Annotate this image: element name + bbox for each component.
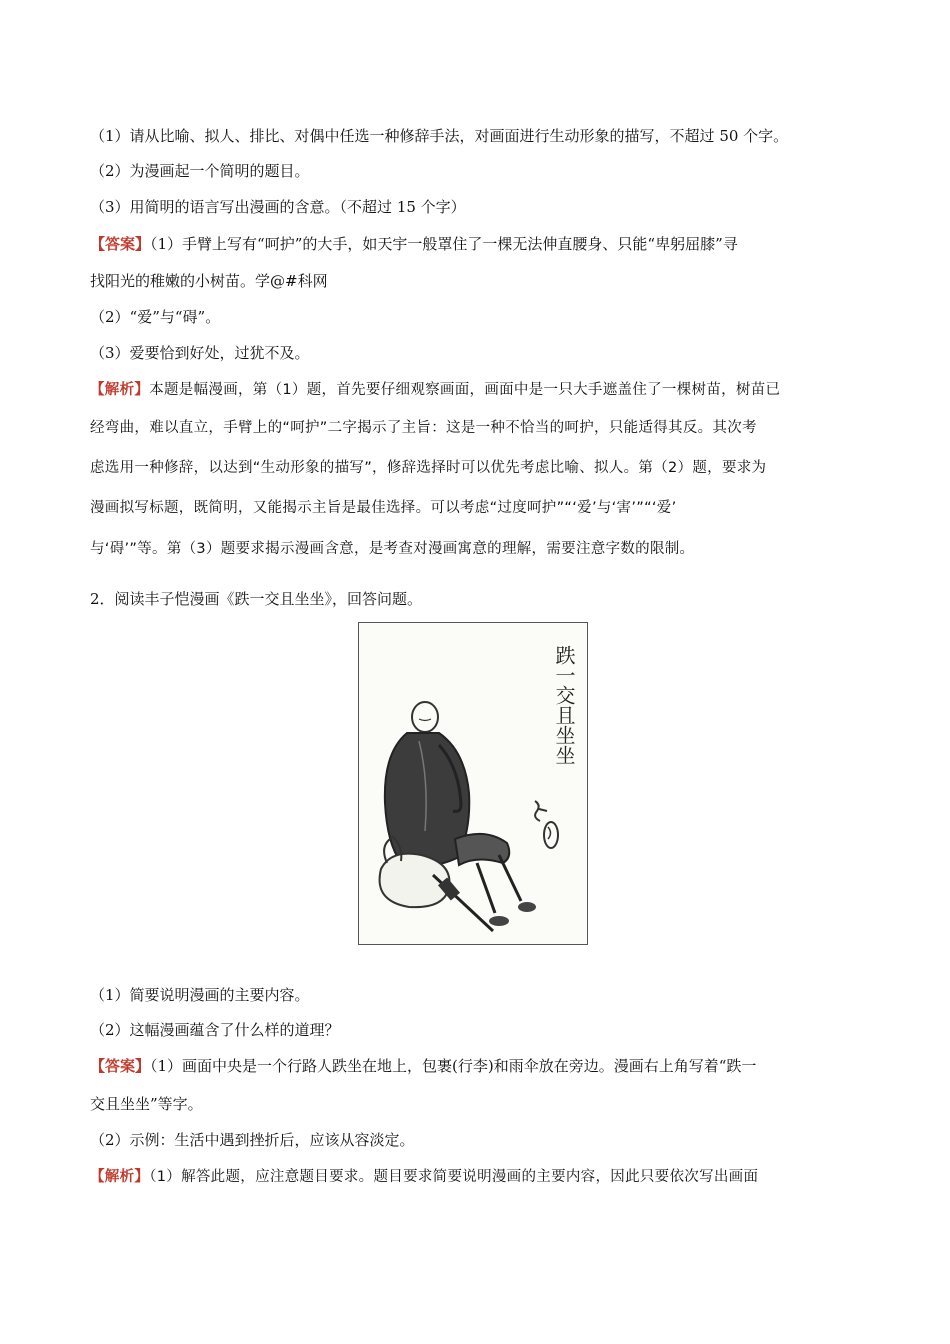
analysis-label: 【解析】 xyxy=(90,1169,150,1185)
question-1-2: （2）为漫画起一个简明的题目。 xyxy=(90,162,310,180)
cartoon-image xyxy=(358,622,588,945)
answer-1-2: （2）“爱”与“碍”。 xyxy=(90,308,221,326)
analysis-1-line-5: 与‘碍’”等。第（3）题要求揭示漫画含意，是考查对漫画寓意的理解，需要注意字数的限制。 xyxy=(90,541,695,557)
answer-2-2: （2）示例：生活中遇到挫折后，应该从容淡定。 xyxy=(90,1131,415,1149)
analysis-1-line-4: 漫画拟写标题，既简明，又能揭示主旨是最佳选择。可以考虑“过度呵护”“‘爱’与‘害’”“‘爱’ xyxy=(90,500,677,516)
answer-1-line-a xyxy=(90,234,880,254)
answer-2-line-a xyxy=(90,1056,880,1076)
answer-text: （1）手臂上写有“呵护”的大手，如天宇一般罩住了一棵无法伸直腰身、只能“卑躬屈膝”寻 xyxy=(150,235,738,253)
answer-2-line-b: 交且坐坐”等字。 xyxy=(90,1095,203,1113)
question-2-2: （2）这幅漫画蕴含了什么样的道理？ xyxy=(90,1021,340,1039)
answer-1-3: （3）爱要恰到好处，过犹不及。 xyxy=(90,344,310,362)
analysis-2-line-1 xyxy=(90,1167,880,1187)
analysis-1-line-2: 经弯曲，难以直立，手臂上的“呵护”二字揭示了主旨：这是一种不恰当的呵护，只能适得其反。其次考 xyxy=(90,420,757,436)
question-2-1: （1）简要说明漫画的主要内容。 xyxy=(90,986,310,1004)
analysis-1-line-1 xyxy=(90,380,880,400)
question-1-3: （3）用简明的语言写出漫画的含意。（不超过 15 个字） xyxy=(90,198,466,216)
analysis-text: （1）解答此题，应注意题目要求。题目要求简要说明漫画的主要内容，因此只要依次写出画面 xyxy=(149,1169,759,1185)
answer-text: （1）画面中央是一个行路人跌坐在地上，包裹(行李)和雨伞放在旁边。漫画右上角写着“跌一 xyxy=(150,1057,757,1075)
answer-1-line-b: 找阳光的稚嫩的小树苗。学@#科网 xyxy=(90,272,328,290)
answer-label: 【答案】 xyxy=(90,235,151,253)
cartoon-drawing xyxy=(359,623,586,943)
question-2-heading: 2．阅读丰子恺漫画《跌一交且坐坐》，回答问题。 xyxy=(90,590,423,608)
question-1-1: （1）请从比喻、拟人、排比、对偶中任选一种修辞手法，对画面进行生动形象的描写，不超过 50 个字。 xyxy=(90,127,789,145)
analysis-label: 【解析】 xyxy=(90,382,150,398)
answer-label: 【答案】 xyxy=(90,1057,151,1075)
analysis-text: 本题是幅漫画，第（1）题，首先要仔细观察画面，画面中是一只大手遮盖住了一棵树苗，树苗已 xyxy=(149,382,781,398)
analysis-1-line-3: 虑选用一种修辞，以达到“生动形象的描写”，修辞选择时可以优先考虑比喻、拟人。第（2）题，要求为 xyxy=(90,460,767,476)
cartoon-title-text: 跌一交且坐坐 xyxy=(552,645,576,765)
